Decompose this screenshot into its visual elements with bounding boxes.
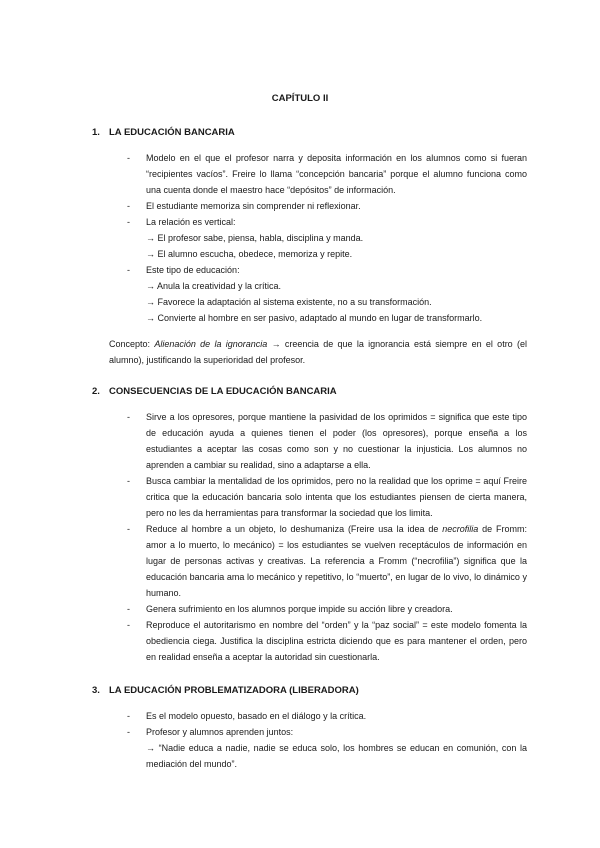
item-text: Es el modelo opuesto, basado en el diálogo y la crítica. <box>146 711 367 721</box>
list-item <box>127 724 527 772</box>
item-text: Genera sufrimiento en los alumnos porque impide su acción libre y creadora. <box>146 604 453 614</box>
item-text: - Este tipo de educación: <box>146 265 240 275</box>
section-2-title <box>92 386 337 397</box>
arrow-point: → El profesor sabe, piensa, habla, disciplina y manda. <box>146 233 364 243</box>
section-3-list <box>127 708 527 772</box>
list-item <box>127 198 527 214</box>
section-1-title <box>92 127 235 138</box>
item-text: de Fromm: amor a lo muerto, lo mecánico) = los estudiantes se vuelven receptáculos de información en lugar de personas activas y creativas. La referencia a Fromm (“necrofilia”) significa que la educación bancaria ama lo mecánico y repetitivo, lo “muerto”, en lugar de lo vivo, lo dinámico y humano. <box>146 524 527 598</box>
item-text: Reproduce el autoritarismo en nombre del “orden” y la “paz social” = este modelo fomenta la obediencia ciega. Justifica la disciplina estricta diciendo que es para mantener el orden, pero en realidad enseña a aceptar la autoridad sin cuestionarla. <box>146 620 527 662</box>
section-2-list <box>127 409 527 665</box>
item-text: Reduce al hombre a un objeto, lo deshumaniza (Freire usa la idea de <box>146 524 443 534</box>
arrow-point: → Anula la creatividad y la crítica. <box>146 281 282 291</box>
list-item <box>127 262 527 326</box>
arrow-point: → El alumno escucha, obedece, memoriza y repite. <box>146 249 353 259</box>
chapter-heading: CAPÍTULO II <box>271 93 329 104</box>
item-text: - Profesor y alumnos aprenden juntos: <box>146 727 294 737</box>
item-text: Modelo en el que el profesor narra y deposita información en los alumnos como si fueran “recipientes vacíos”. Freire lo llama “concepción bancaria” porque el alumno funciona como una cuenta donde el maestro hace “depósitos” de información. <box>146 153 527 195</box>
list-item <box>127 150 527 198</box>
concept-paragraph <box>109 336 527 368</box>
emphasized-term: necrofilia <box>442 524 479 534</box>
section-number: 2. <box>92 386 100 397</box>
item-text: El estudiante memoriza sin comprender ni reflexionar. <box>146 201 361 211</box>
list-item <box>127 617 527 665</box>
concept-label: Concepto: <box>109 339 155 349</box>
concept-term: Alienación de la ignorancia <box>154 339 268 349</box>
section-1-list <box>127 150 527 326</box>
section-title-text: CONSECUENCIAS DE LA EDUCACIÓN BANCARIA <box>109 386 337 397</box>
section-number: 3. <box>92 685 100 696</box>
arrow-point: → Convierte al hombre en ser pasivo, adaptado al mundo en lugar de transformarlo. <box>146 313 483 323</box>
concept-definition: → creencia de que la ignorancia está siempre en el otro (el alumno), justificando la superioridad del profesor. <box>109 339 527 365</box>
list-item <box>127 708 527 724</box>
section-title-text: LA EDUCACIÓN PROBLEMATIZADORA (LIBERADORA) <box>109 685 359 696</box>
item-text: - La relación es vertical: <box>146 217 236 227</box>
list-item <box>127 473 527 521</box>
arrow-point: → Favorece la adaptación al sistema existente, no a su transformación. <box>146 297 432 307</box>
list-item <box>127 214 527 262</box>
item-text: Sirve a los opresores, porque mantiene la pasividad de los oprimidos = significa que este tipo de educación ayuda a quienes tienen el poder (los opresores), porque enseña a los estudiantes a aceptar las cosas como son y no cuestionar la injusticia. Los alumnos no aprenden a cambiar su realidad, sino a adaptarse a ella. <box>146 412 527 470</box>
section-number: 1. <box>92 127 100 138</box>
arrow-point: → “Nadie educa a nadie, nadie se educa solo, los hombres se educan en comunión, con la mediación del mundo”. <box>146 743 527 769</box>
section-title-text: LA EDUCACIÓN BANCARIA <box>109 127 235 138</box>
list-item <box>127 409 527 473</box>
item-text: Busca cambiar la mentalidad de los oprimidos, pero no la realidad que los oprime = aquí Freire critica que la educación bancaria solo intenta que los estudiantes piensen de cierta manera, pero no les da herramientas para transformar la sociedad que los limita. <box>146 476 527 518</box>
list-item <box>127 601 527 617</box>
list-item <box>127 521 527 601</box>
section-3-title <box>92 685 359 696</box>
